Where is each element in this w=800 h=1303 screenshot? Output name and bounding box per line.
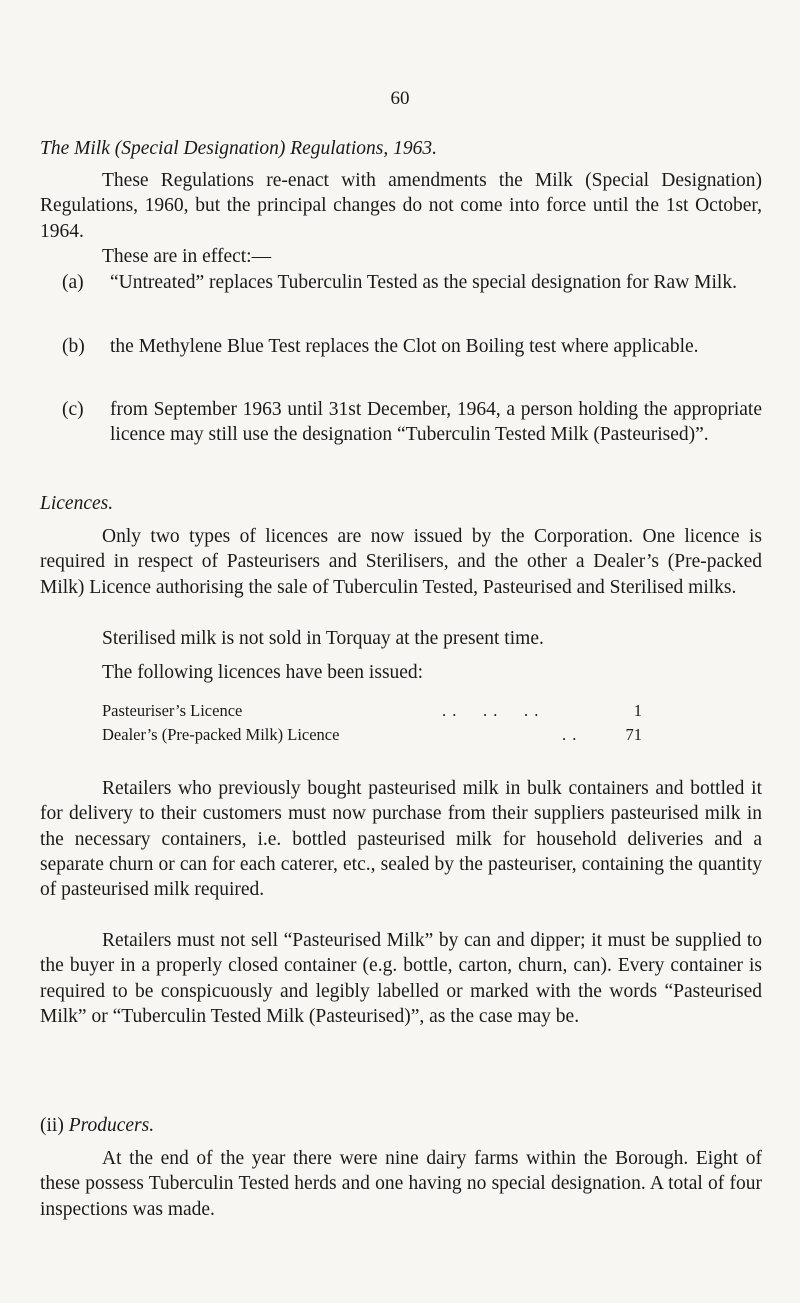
leader-dots: . . (562, 725, 578, 744)
leader-dots: . . . . . . (442, 701, 540, 720)
licences-paragraph: Only two types of licences are now issued by the Corporation. One licence is required in respect of Pasteurisers and Sterilisers, and the other a Dealer’s (Pre-packed Milk) Licence authorising the sale of Tuberculin Tested, Pasteurised and Sterilised milks. (40, 526, 762, 598)
regulations-title: The Milk (Special Designation) Regulations, 1963. (40, 138, 437, 159)
item-text: the Methylene Blue Test replaces the Clot on Boiling test where applicable. (110, 336, 699, 357)
page-number: 60 (390, 88, 410, 109)
producers-paragraph: At the end of the year there were nine dairy farms within the Borough. Eight of these possess Tuberculin Tested herds and one having no special designation. A total of four inspections was made. (40, 1148, 762, 1220)
producers-heading (40, 1113, 762, 1138)
licence-count: 71 (625, 725, 642, 744)
item-label: (c) (62, 399, 84, 420)
item-label: (b) (62, 336, 85, 357)
licence-count: 1 (633, 701, 642, 720)
licences-issued-intro: The following licences have been issued: (102, 662, 424, 683)
item-text: “Untreated” replaces Tuberculin Tested as the special designation for Raw Milk. (110, 272, 737, 293)
licences-heading: Licences. (40, 493, 114, 514)
effect-heading: These are in effect:— (102, 246, 272, 267)
regulations-intro: These Regulations re-enact with amendments the Milk (Special Designation) Regulations, 1960, but the principal changes do not come into force until the 1st October, 1964. (40, 170, 762, 242)
licence-name: Dealer’s (Pre-packed Milk) Licence (102, 725, 340, 744)
item-label: (a) (62, 272, 84, 293)
licence-name: Pasteuriser’s Licence (102, 701, 243, 720)
effect-item-b (40, 334, 762, 359)
effect-item-c (40, 397, 762, 448)
sterilised-note: Sterilised milk is not sold in Torquay at the present time. (102, 628, 544, 649)
effect-item-a (40, 270, 762, 295)
section-number: (ii) (40, 1115, 64, 1136)
section-title: Producers. (68, 1115, 155, 1136)
retailers-paragraph-1: Retailers who previously bought pasteurised milk in bulk containers and bottled it for delivery to their customers must now purchase from their suppliers pasteurised milk in the necessary containers, i.e. bottled pasteurised milk for household deliveries and a separate churn or can for each caterer, etc., sealed by the pasteuriser, containing the quantity of pasteurised milk required. (40, 778, 762, 901)
item-text: from September 1963 until 31st December, 1964, a person holding the appropriate licence may still use the designation “Tuberculin Tested Milk (Pasteurised)”. (110, 399, 762, 446)
retailers-paragraph-2: Retailers must not sell “Pasteurised Milk” by can and dipper; it must be supplied to the buyer in a properly closed container (e.g. bottle, carton, churn, can). Every container is required to be conspicuously and legibly labelled or marked with the words “Pasteurised Milk” or “Tuberculin Tested Milk (Pasteurised)”, as the case may be. (40, 930, 762, 1027)
